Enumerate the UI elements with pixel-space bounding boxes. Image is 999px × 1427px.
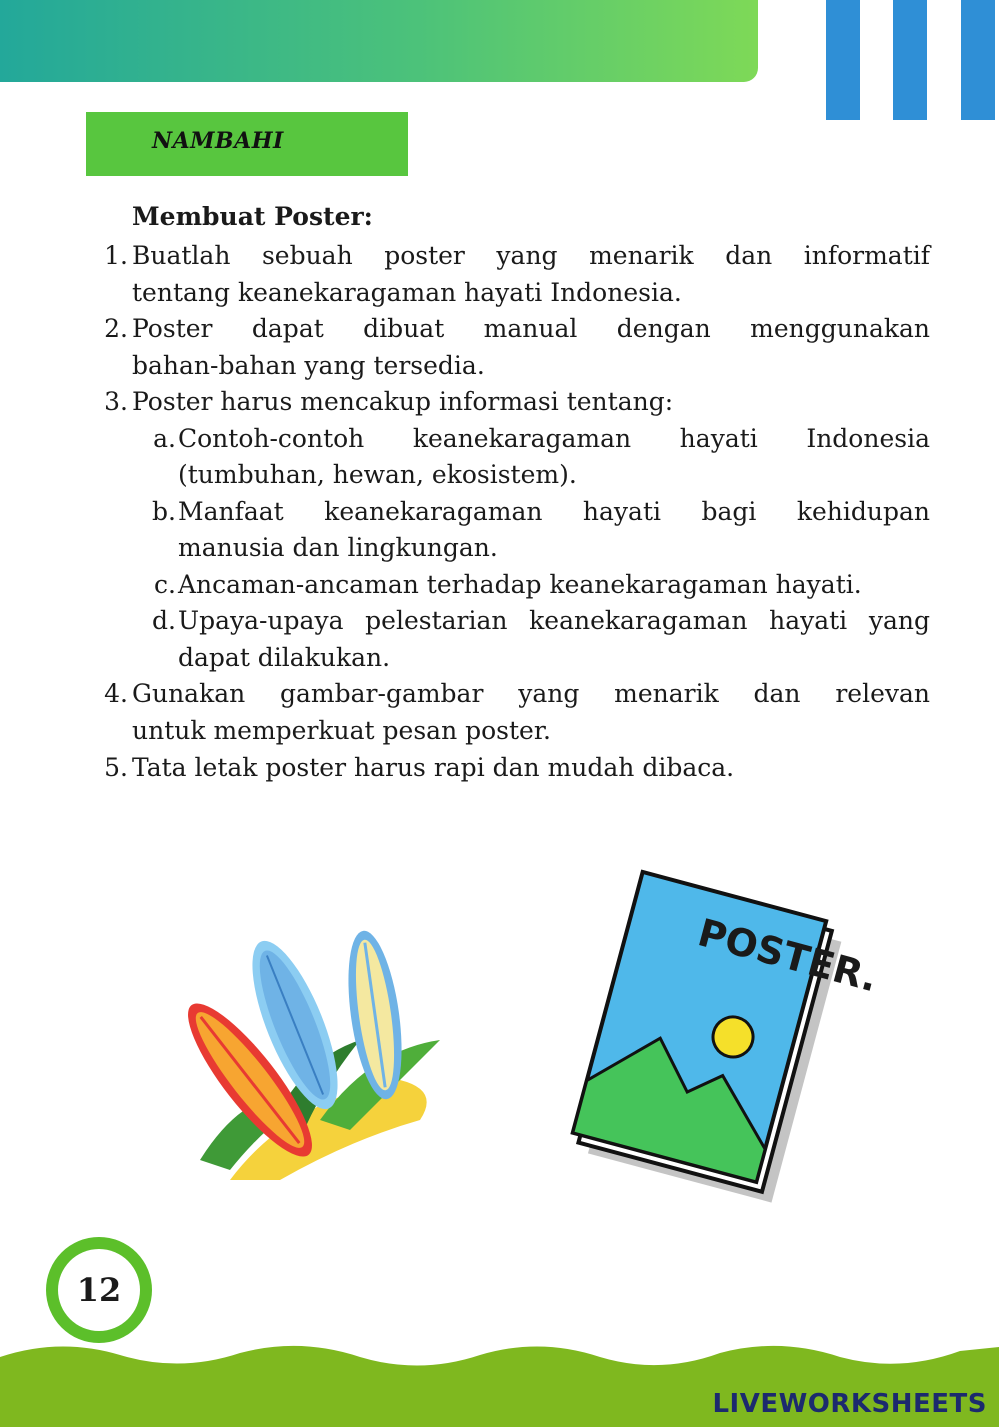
subitem-letter: b. <box>152 497 176 526</box>
item-text: Gunakan gambar-gambar yang menarik dan relevan <box>132 679 930 708</box>
item-number: 4. <box>104 679 128 708</box>
subitem-letter: d. <box>152 606 176 635</box>
item-number: 3. <box>104 387 128 416</box>
item-text: Poster dapat dibuat manual dengan menggunakan <box>132 314 930 343</box>
subitem-text: Ancaman-ancaman terhadap keanekaragaman hayati. <box>178 570 862 599</box>
surfboards-illustration <box>170 930 470 1200</box>
item-text: Poster harus mencakup informasi tentang: <box>132 387 674 416</box>
subitem-text: (tumbuhan, hewan, ekosistem). <box>178 460 577 489</box>
item-text: Tata letak poster harus rapi dan mudah dibaca. <box>132 753 735 782</box>
item-number: 5. <box>104 753 128 782</box>
item-text: untuk memperkuat pesan poster. <box>132 716 552 745</box>
poster-illustration <box>560 880 883 1210</box>
blue-stripe <box>893 0 927 120</box>
item-text: Buatlah sebuah poster yang menarik dan informatif <box>132 241 930 270</box>
subitem-letter: c. <box>154 570 176 599</box>
subitem-text: manusia dan lingkungan. <box>178 533 498 562</box>
subitem-text: Manfaat keanekaragaman hayati bagi kehidupan <box>178 497 930 526</box>
item-number: 1. <box>104 241 128 270</box>
heading: Membuat Poster: <box>132 202 373 231</box>
item-text: tentang keanekaragaman hayati Indonesia. <box>132 278 682 307</box>
poster-label: POSTER. <box>693 910 883 1001</box>
item-number: 2. <box>104 314 128 343</box>
section-tag: NAMBAHI <box>152 128 284 154</box>
page-number: 12 <box>76 1271 122 1309</box>
subitem-text: Upaya-upaya pelestarian keanekaragaman hayati yang <box>178 606 930 635</box>
item-text: bahan-bahan yang tersedia. <box>132 351 485 380</box>
blue-stripe <box>961 0 995 120</box>
blue-stripe <box>826 0 860 120</box>
header-band <box>0 0 758 82</box>
brand-logo: LIVEWORKSHEETS <box>712 1389 987 1419</box>
subitem-letter: a. <box>153 424 176 453</box>
subitem-text: Contoh-contoh keanekaragaman hayati Indonesia <box>178 424 930 453</box>
subitem-text: dapat dilakukan. <box>178 643 391 672</box>
